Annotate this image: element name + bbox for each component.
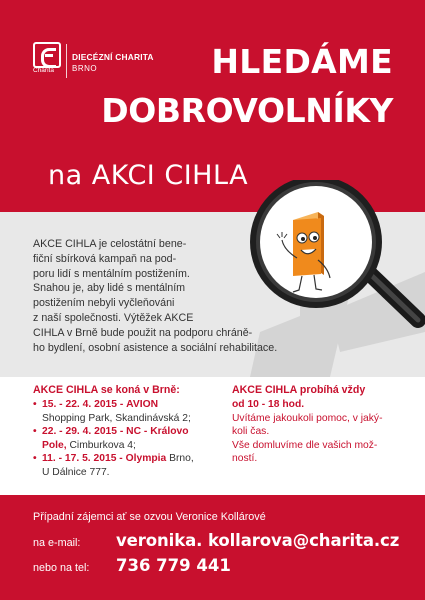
intro-line: Snahou je, aby lidé s mentálním — [33, 282, 186, 295]
event-venue-cont: Pole, — [42, 439, 67, 451]
intro-line: ho bydlení, osobní asistence a sociální rehabilitace. — [33, 341, 278, 354]
event-venue: Olympia — [125, 453, 167, 464]
bullet: • — [33, 426, 37, 437]
phone-number[interactable]: 736 779 441 — [116, 556, 231, 575]
event-dates: 22. - 29. 4. 2015 - NC - — [42, 426, 148, 437]
bullet: • — [33, 453, 37, 464]
bullet: • — [33, 399, 37, 410]
list-item — [33, 452, 228, 479]
logo-mark — [33, 42, 61, 68]
headline-line-2: DOBROVOLNÍKY — [101, 91, 393, 130]
schedule-line: ností. — [232, 453, 258, 464]
list-item — [33, 425, 228, 452]
schedule-line: koli čas. — [232, 426, 270, 437]
schedule-line: Uvítáme jakoukoli pomoc, v jaký- — [232, 412, 383, 424]
event-dates: 15. - 22. 4. 2015 - — [42, 399, 124, 410]
intro-line: poru lidí s mentálním postižením. — [33, 267, 190, 280]
event-address: Shopping Park, Skandinávská 2; — [42, 412, 191, 424]
logo-wordmark: Charita — [33, 67, 54, 74]
organization-city: BRNO — [72, 64, 98, 73]
schedule-hours: od 10 - 18 hod. — [232, 399, 305, 410]
event-line — [42, 425, 228, 439]
intro-line: CIHLA v Brně bude použit na podporu chráně- — [33, 326, 253, 339]
event-dates: 11. - 17. 5. 2015 - — [42, 453, 123, 464]
events-title: AKCE CIHLA se koná v Brně: — [33, 384, 180, 396]
schedule-text — [232, 398, 397, 466]
list-item — [33, 398, 228, 425]
events-list — [33, 398, 228, 479]
event-address: Cimburkova 4; — [69, 439, 136, 451]
organization-name: DIECÉZNÍ CHARITA — [72, 52, 154, 62]
event-venue: AVION — [126, 399, 159, 410]
schedule-title: AKCE CIHLA probíhá vždy — [232, 384, 366, 396]
schedule-line: Vše domluvíme dle vašich mož- — [232, 439, 378, 451]
event-city: Brno, — [169, 453, 194, 464]
headline-line-1: HLEDÁME — [211, 42, 393, 81]
email-link[interactable]: veronika. kollarova@charita.cz — [116, 531, 400, 550]
logo-divider — [66, 44, 67, 78]
intro-line: fiční sbírková kampaň na pod- — [33, 252, 177, 265]
subtitle: na AKCI CIHLA — [48, 160, 249, 191]
event-line — [42, 398, 228, 412]
event-line — [42, 452, 228, 466]
intro-line: AKCE CIHLA je celostátní bene- — [33, 238, 187, 250]
intro-line: z naší společnosti. Výtěžek AKCE — [33, 311, 194, 324]
intro-paragraph — [33, 237, 323, 355]
event-address: U Dálnice 777. — [42, 466, 110, 478]
intro-line: postižením nebyli vyčleňováni — [33, 297, 175, 310]
charita-logo-icon — [33, 42, 61, 78]
phone-label: nebo na tel: — [33, 562, 90, 574]
email-label: na e-mail: — [33, 537, 81, 549]
event-venue: Královo — [150, 426, 189, 437]
event-address-line — [42, 439, 228, 453]
contact-intro: Případní zájemci ať se ozvou Veronice Kollárové — [33, 511, 266, 523]
